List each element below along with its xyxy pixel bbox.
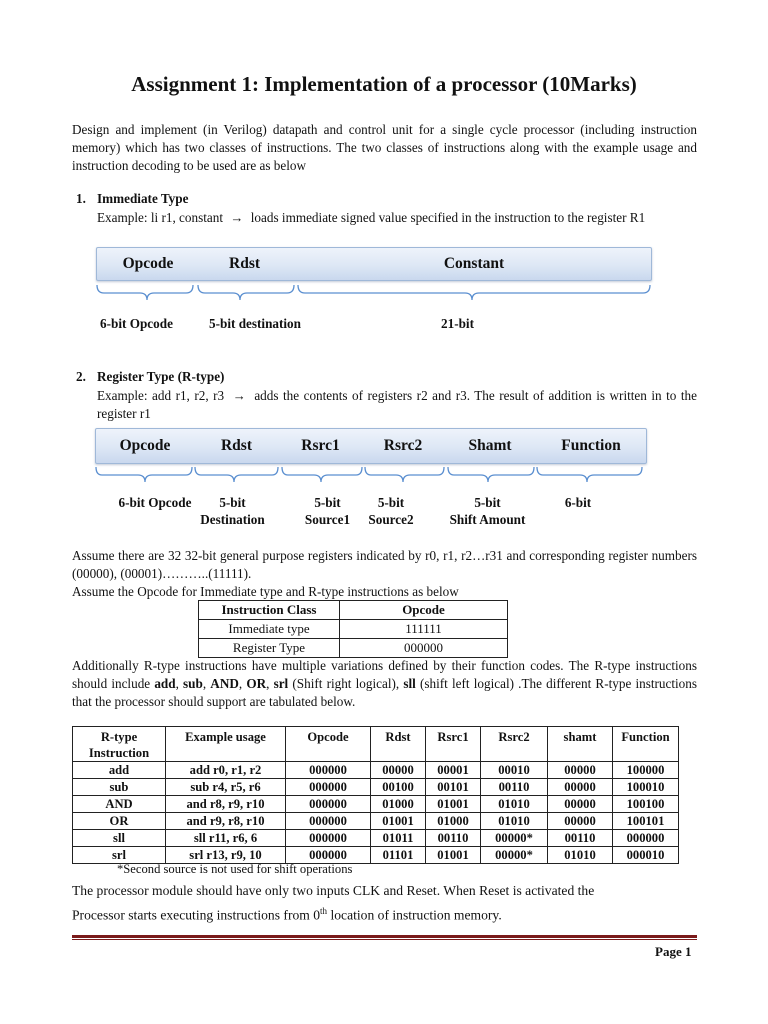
text-run: Processor starts executing instructions from 0 [72,907,321,923]
label-line: 5-bit [314,495,341,510]
label-line: Shift Amount [449,512,526,527]
instr-srl: srl [273,676,289,691]
table-cell: 00110 [481,779,548,796]
table-cell: 100010 [613,779,679,796]
field-function: Function [561,437,621,454]
table-header: Function [613,727,679,762]
instr-sll: sll [403,676,416,691]
field-constant: Constant [443,255,505,272]
field-rsrc2: Rsrc2 [383,437,423,454]
table-cell: 000000 [613,830,679,847]
footer-rule-thin [72,939,697,940]
label-shamt-bits [440,494,535,528]
table-cell: srl [73,847,166,864]
table-cell: 01001 [426,847,481,864]
table-header: Opcode [340,601,508,620]
label-line: 5-bit [474,495,501,510]
text-run: , [202,676,211,691]
table-cell: 01010 [481,813,548,830]
register-example-prefix: Example: add r1, r2, r3 [97,388,225,403]
instr-sub: sub [183,676,203,691]
intro-paragraph: Design and implement (in Verilog) datapath and control unit for a single cycle processor (including instruction memory) which has two classes of instructions. The two classes of instructions along with the example usage and instruction decoding to be used are as below [72,122,697,173]
label-opcode-bits: 6-bit Opcode [118,495,192,510]
label-destination-bits [190,494,275,528]
table-cell: sll [73,830,166,847]
brace-opcode [96,467,192,482]
label-line: Source2 [368,512,414,527]
register-braces [90,464,655,494]
table-header: Opcode [286,727,371,762]
label-line: 5-bit [377,495,405,510]
field-opcode: Opcode [119,437,171,454]
table-header: Rsrc2 [481,727,548,762]
table-cell: 00101 [426,779,481,796]
table-cell: AND [73,796,166,813]
register-example [97,387,697,423]
closing-line-2 [72,901,697,926]
text-run: , [266,676,274,691]
table-row [73,847,679,864]
arrow-icon: → [230,210,244,225]
field-shamt: Shamt [468,437,512,454]
table-row [73,779,679,796]
label-line: Destination [200,512,265,527]
instr-or: OR [246,676,267,691]
table-cell: sub r4, r5, r6 [166,779,286,796]
table-cell: 100000 [613,762,679,779]
table-header: Rdst [371,727,426,762]
brace-rsrc2 [365,467,444,482]
closing-paragraph [72,880,697,926]
table-header-row [199,601,508,620]
register-field-bar [95,428,647,464]
table-cell: 01000 [371,796,426,813]
table-cell: 00000 [548,779,613,796]
label-destination-bits: 5-bit destination [209,316,301,331]
table-cell: srl r13, r9, 10 [166,847,286,864]
text-run: , [238,676,247,691]
table-cell: Register Type [199,639,340,658]
label-source1-bits [290,494,365,528]
section-number: 2. [76,369,86,384]
table-cell: and r8, r9, r10 [166,796,286,813]
table-cell: 000000 [286,796,371,813]
table-header: Rsrc1 [426,727,481,762]
label-line: Source1 [304,512,351,527]
table-row [199,620,508,639]
table-cell: 01001 [371,813,426,830]
label-constant-bits: 21-bit [441,316,474,331]
table-cell: 00110 [548,830,613,847]
brace-rdst [195,467,278,482]
immediate-field-bar [96,247,652,281]
table-cell: 00100 [371,779,426,796]
table-cell: add [73,762,166,779]
immediate-braces [90,282,660,312]
rtype-table [72,726,679,864]
immediate-example-prefix: Example: li r1, constant [97,210,223,225]
table-cell: 100100 [613,796,679,813]
table-cell: 01101 [371,847,426,864]
table-cell: 000000 [286,762,371,779]
superscript: th [320,906,328,916]
text-run: location of instruction memory. [327,907,502,923]
footnote: *Second source is not used for shift operations [117,862,353,876]
section-heading-register: Register Type (R-type) [97,369,225,384]
assume-opcode: Assume the Opcode for Immediate type and R-type instructions as below [72,584,459,599]
assume-registers: Assume there are 32 32-bit general purpose registers indicated by r0, r1, r2…r31 and corresponding register numbers (00000), (00001)………..(11111). [72,548,697,581]
table-header: Instruction Class [199,601,340,620]
footer-rule [72,935,697,938]
header-line: R-type [100,730,138,744]
table-cell: 000000 [340,639,508,658]
table-row [199,639,508,658]
label-function-bits: 6-bit [564,495,592,510]
table-cell: sll r11, r6, 6 [166,830,286,847]
table-cell: 00000* [481,830,548,847]
table-cell: 00000 [371,762,426,779]
table-cell: 100101 [613,813,679,830]
table-cell: 01010 [481,796,548,813]
table-cell: 01001 [426,796,481,813]
field-rdst: Rdst [229,255,261,272]
text-run: (Shift right logical), [288,676,404,691]
rtype-paragraph [72,657,697,711]
text-run: Additionally R-type instructions have multiple variations defined by their function codes. The R-type instructions should include [72,658,697,691]
table-cell: 000000 [286,847,371,864]
text-run: (shift left logical) .The different R-type instructions that the processor should support are tabulated below. [72,676,698,709]
table-cell: 111111 [340,620,508,639]
brace-rsrc1 [282,467,362,482]
section-number: 1. [76,191,86,206]
table-cell: 00000 [548,762,613,779]
table-row [73,796,679,813]
instr-add: add [154,676,176,691]
table-cell: 00000 [548,796,613,813]
table-cell: 00001 [426,762,481,779]
table-cell: 00000* [481,847,548,864]
field-rsrc1: Rsrc1 [301,437,340,454]
table-cell: 00000 [548,813,613,830]
section-heading-immediate: Immediate Type [97,191,189,206]
table-cell: 01000 [426,813,481,830]
opcode-table [198,600,508,658]
table-cell: 01011 [371,830,426,847]
brace-rdst [198,285,294,300]
field-rdst: Rdst [220,437,252,454]
table-header: Example usage [166,727,286,762]
table-cell: 000000 [286,779,371,796]
label-opcode-bits: 6-bit Opcode [100,316,173,331]
table-cell: sub [73,779,166,796]
brace-function [537,467,642,482]
label-line: 5-bit [219,495,246,510]
brace-constant [298,285,650,300]
table-cell: add r0, r1, r2 [166,762,286,779]
table-cell: 00110 [426,830,481,847]
brace-shamt [448,467,534,482]
table-row [73,762,679,779]
table-cell: Immediate type [199,620,340,639]
page-number: Page 1 [655,944,692,959]
page-title: Assignment 1: Implementation of a processor (10Marks) [131,72,637,96]
register-example-text: adds the contents of registers r2 and r3. The result of addition is written in to the register r1 [97,388,697,421]
label-source2-bits [360,494,422,528]
table-cell: 000000 [286,813,371,830]
table-header-row [73,727,679,762]
immediate-example [97,209,697,227]
text-run: , [175,676,184,691]
table-cell: OR [73,813,166,830]
brace-opcode [97,285,193,300]
closing-line-1: The processor module should have only two inputs CLK and Reset. When Reset is activated the [72,883,595,898]
header-line: Instruction [88,746,150,760]
field-opcode: Opcode [122,255,174,272]
table-cell: 00010 [481,762,548,779]
table-row [73,830,679,847]
table-cell: 01010 [548,847,613,864]
immediate-example-text: loads immediate signed value specified in the instruction to the register R1 [250,210,646,225]
table-cell: 000000 [286,830,371,847]
table-cell: and r9, r8, r10 [166,813,286,830]
table-row [73,813,679,830]
table-header: shamt [548,727,613,762]
table-cell: 000010 [613,847,679,864]
arrow-icon: → [232,388,246,403]
table-header [73,727,166,762]
instr-and: AND [210,676,239,691]
